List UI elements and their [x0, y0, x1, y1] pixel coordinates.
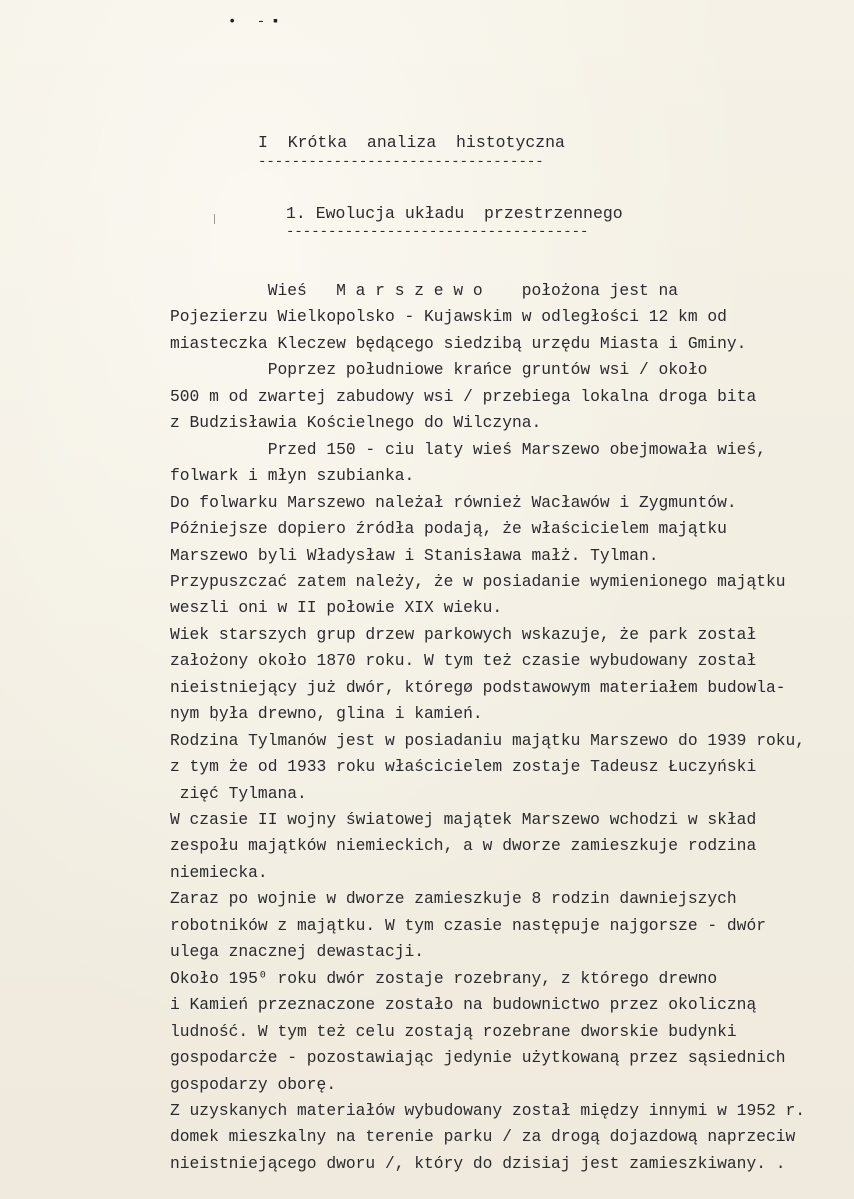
text-line: weszli oni w II połowie XIX wieku. [170, 598, 503, 618]
text-line: gospodarzy oborę. [170, 1074, 337, 1094]
margin-tick [214, 214, 215, 224]
text-line: Z uzyskanych materiałów wybudowany został między innymi w 1952 r. [170, 1100, 806, 1120]
text-line: W czasie II wojny światowej majątek Marszewo wchodzi w skład [170, 810, 757, 829]
text-line: Późniejsze dopiero źródła podają, że właścicielem majątku [170, 519, 727, 538]
text-line: Poprzez południowe krańce gruntów wsi / około [170, 360, 708, 380]
text-line: Wieś M a r s z e w o położona jest na [170, 281, 679, 300]
text-line: miasteczka Kleczew będącego siedzibą urzędu Miasta i Gminy. [170, 333, 747, 353]
text-line: z tym że od 1933 roku właścicielem zostaje Tadeusz Łuczyński [170, 757, 757, 777]
ink-specks: • ‐▪ [228, 14, 286, 30]
text-line: ludność. W tym też celu zostają rozebrane dworskie budynki [170, 1021, 737, 1041]
text-line: folwark i młyn szubianka. [170, 466, 415, 486]
text-line: 500 m od zwartej zabudowy wsi / przebiega lokalna droga bita [170, 386, 757, 406]
text-line: domek mieszkalny na terenie parku / za drogą dojazdową naprzeciw [170, 1127, 796, 1147]
text-line: Marszewo byli Władysław i Stanisława małż. Tylman. [170, 545, 659, 565]
text-line: Pojezierzu Wielkopolsko - Kujawskim w odległości 12 km od [170, 307, 727, 327]
text-line: nieistniejącego dworu /, który do dzisiaj jest zamieszkiwany. . [170, 1153, 786, 1173]
text-line: Przypuszczać zatem należy, że w posiadanie wymienionego majątku [170, 572, 786, 591]
title-underline: ---------------------------------- [258, 154, 544, 170]
text-line: Około 195⁰ roku dwór zostaje rozebrany, z którego drewno [170, 968, 718, 988]
text-line: z Budzisławia Kościelnego do Wilczyna. [170, 413, 542, 433]
section-heading: 1. Ewolucja układu przestrzennego [286, 204, 623, 223]
text-line: robotników z majątku. W tym czasie następuje najgorsze - dwór [170, 915, 766, 935]
text-line: i Kamień przeznaczone zostało na budownictwo przez okoliczną [170, 995, 757, 1015]
text-line: Rodzina Tylmanów jest w posiadaniu majątku Marszewo do 1939 roku, [170, 730, 806, 750]
text-line: gospodarcże - pozostawiając jedynie użytkowaną przez sąsiednich [170, 1048, 786, 1067]
text-line: Zaraz po wojnie w dworze zamieszkuje 8 rodzin dawniejszych [170, 889, 737, 909]
text-line: zięć Tylmana. [170, 783, 307, 803]
text-line: Do folwarku Marszewo należał również Wacławów i Zygmuntów. [170, 492, 737, 512]
text-line: Wiek starszych grup drzew parkowych wskazuje, że park został [170, 624, 757, 644]
text-line: zespołu majątków niemieckich, a w dworze zamieszkuje rodzina [170, 836, 757, 856]
text-line: nym była drewno, glina i kamień. [170, 704, 483, 724]
text-line: nieistniejący już dwór, któregø podstawowym materiałem budowla- [170, 677, 786, 697]
page-title: I Krótka analiza histotyczna [258, 133, 565, 152]
text-line: ulega znacznej dewastacji. [170, 942, 425, 962]
section-underline: ------------------------------------ [286, 224, 589, 240]
text-line: niemiecka. [170, 862, 268, 882]
text-line: założony około 1870 roku. W tym też czasie wybudowany został [170, 651, 757, 671]
text-line: Przed 150 - ciu laty wieś Marszewo obejmowała wieś, [170, 439, 766, 459]
